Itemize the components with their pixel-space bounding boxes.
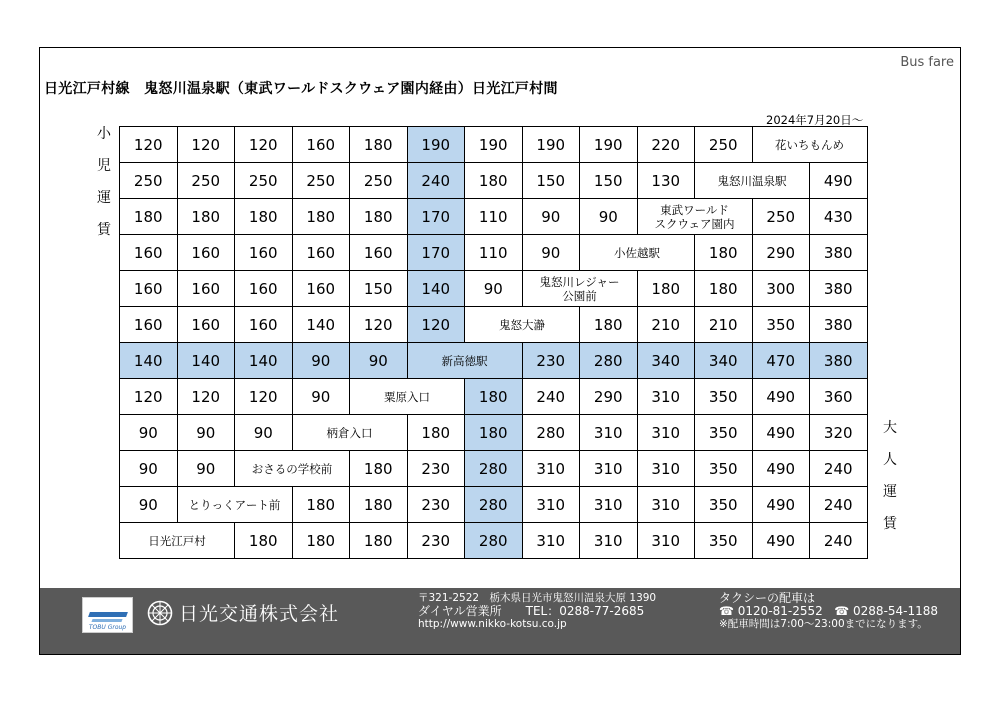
fare-cell: 120 <box>120 379 178 415</box>
fare-row <box>120 451 868 487</box>
fare-cell: 250 <box>292 163 350 199</box>
fare-cell: 250 <box>695 127 753 163</box>
fare-cell: 140 <box>292 307 350 343</box>
fare-cell: 160 <box>177 307 235 343</box>
adult-label-char: 賃 <box>883 516 897 532</box>
fare-cell: 150 <box>522 163 580 199</box>
taxi-tel-2: 0288-54-1188 <box>853 604 939 618</box>
fare-cell: 190 <box>522 127 580 163</box>
fare-cell: 310 <box>522 451 580 487</box>
fare-cell: 90 <box>522 199 580 235</box>
fare-cell: 240 <box>810 451 868 487</box>
fare-cell: 230 <box>522 343 580 379</box>
bus-stop-name: 花いちもんめ <box>752 127 867 163</box>
fare-cell: 310 <box>522 523 580 559</box>
fare-cell: 90 <box>177 451 235 487</box>
fare-cell: 130 <box>637 163 695 199</box>
fare-cell: 160 <box>350 235 408 271</box>
fare-cell: 490 <box>752 451 810 487</box>
fare-cell: 180 <box>235 199 293 235</box>
fare-cell: 230 <box>407 451 465 487</box>
fare-cell: 310 <box>580 523 638 559</box>
fare-cell: 180 <box>465 163 523 199</box>
freedial-icon: ☎ <box>719 604 734 618</box>
fare-table <box>119 126 868 559</box>
fare-cell: 250 <box>350 163 408 199</box>
fare-row <box>120 163 868 199</box>
fare-cell: 140 <box>177 343 235 379</box>
fare-cell: 160 <box>177 271 235 307</box>
fare-cell: 430 <box>810 199 868 235</box>
fare-cell: 360 <box>810 379 868 415</box>
fare-cell: 180 <box>350 451 408 487</box>
bus-stop-name: 柄倉入口 <box>292 415 407 451</box>
bus-stop-name: とりっくアート前 <box>177 487 292 523</box>
fare-cell: 250 <box>177 163 235 199</box>
fare-cell: 180 <box>350 487 408 523</box>
fare-row <box>120 487 868 523</box>
fare-cell: 180 <box>580 307 638 343</box>
fare-row <box>120 343 868 379</box>
fare-cell: 350 <box>695 415 753 451</box>
fare-cell: 190 <box>580 127 638 163</box>
phone-icon: ☎ <box>834 604 850 618</box>
fare-cell: 240 <box>810 523 868 559</box>
bus-stop-name: 粟原入口 <box>350 379 465 415</box>
fare-row <box>120 199 868 235</box>
fare-cell: 190 <box>407 127 465 163</box>
fare-cell: 310 <box>580 451 638 487</box>
bus-stop-name: 新高徳駅 <box>407 343 522 379</box>
fare-cell: 240 <box>810 487 868 523</box>
fare-cell: 240 <box>522 379 580 415</box>
child-fare-label <box>93 118 115 246</box>
fare-cell: 90 <box>120 487 178 523</box>
fare-cell: 310 <box>637 379 695 415</box>
fare-row <box>120 379 868 415</box>
fare-cell: 310 <box>580 415 638 451</box>
fare-cell: 180 <box>177 199 235 235</box>
fare-cell: 290 <box>752 235 810 271</box>
fare-cell: 300 <box>752 271 810 307</box>
bus-stop-name: 日光江戸村 <box>120 523 235 559</box>
fare-cell: 120 <box>350 307 408 343</box>
tobu-group-logo: TOBU Group <box>82 597 133 633</box>
fare-cell: 120 <box>120 127 178 163</box>
taxi-hours: ※配車時間は7:00～23:00までになります。 <box>719 618 928 630</box>
website-url[interactable]: http://www.nikko-kotsu.co.jp <box>418 618 567 630</box>
fare-cell: 160 <box>292 235 350 271</box>
taxi-tel-1: 0120-81-2552 <box>737 604 823 618</box>
fare-cell: 180 <box>350 199 408 235</box>
fare-cell: 280 <box>522 415 580 451</box>
fare-cell: 180 <box>465 415 523 451</box>
fare-cell: 140 <box>235 343 293 379</box>
fare-cell: 490 <box>752 523 810 559</box>
fare-cell: 490 <box>752 415 810 451</box>
fare-cell: 160 <box>177 235 235 271</box>
fare-cell: 110 <box>465 235 523 271</box>
fare-cell: 180 <box>637 271 695 307</box>
fare-cell: 90 <box>177 415 235 451</box>
address-block <box>418 592 656 631</box>
fare-cell: 180 <box>695 271 753 307</box>
adult-label-char: 人 <box>883 452 897 468</box>
fare-cell: 90 <box>292 379 350 415</box>
bus-stop-name: 鬼怒川温泉駅 <box>695 163 810 199</box>
fare-cell: 90 <box>350 343 408 379</box>
nikko-kotsu-logo-icon <box>147 600 173 626</box>
fare-cell: 230 <box>407 487 465 523</box>
fare-cell: 160 <box>292 271 350 307</box>
fare-cell: 310 <box>580 487 638 523</box>
fare-cell: 120 <box>177 379 235 415</box>
fare-cell: 350 <box>695 523 753 559</box>
fare-cell: 470 <box>752 343 810 379</box>
fare-cell: 110 <box>465 199 523 235</box>
taxi-title: タクシーの配車は <box>719 591 816 605</box>
fare-cell: 290 <box>580 379 638 415</box>
fare-cell: 180 <box>292 523 350 559</box>
bus-stop-name: 東武ワールド スクウェア園内 <box>637 199 752 235</box>
fare-cell: 140 <box>407 271 465 307</box>
fare-cell: 180 <box>350 523 408 559</box>
fare-cell: 210 <box>695 307 753 343</box>
bus-fare-label: Bus fare <box>900 55 954 70</box>
fare-cell: 230 <box>407 523 465 559</box>
fare-cell: 160 <box>235 235 293 271</box>
fare-cell: 160 <box>120 307 178 343</box>
fare-row <box>120 235 868 271</box>
company-name: 日光交通株式会社 <box>179 603 340 625</box>
bus-stop-name: 鬼怒大瀞 <box>465 307 580 343</box>
fare-cell: 320 <box>810 415 868 451</box>
bus-stop-name: 小佐越駅 <box>580 235 695 271</box>
fare-row <box>120 415 868 451</box>
fare-cell: 120 <box>407 307 465 343</box>
fare-cell: 160 <box>120 271 178 307</box>
address: 〒321-2522 栃木県日光市鬼怒川温泉大原 1390 <box>418 592 657 604</box>
adult-fare-label <box>879 412 901 540</box>
fare-cell: 120 <box>235 379 293 415</box>
child-label-char: 児 <box>97 158 111 174</box>
fare-cell: 340 <box>695 343 753 379</box>
fare-cell: 220 <box>637 127 695 163</box>
office-phone: ダイヤル営業所 TEL：0288-77-2685 <box>418 604 645 618</box>
fare-cell: 120 <box>177 127 235 163</box>
fare-cell: 160 <box>235 307 293 343</box>
fare-cell: 350 <box>752 307 810 343</box>
fare-cell: 380 <box>810 235 868 271</box>
fare-cell: 310 <box>637 487 695 523</box>
fare-cell: 490 <box>752 379 810 415</box>
fare-cell: 120 <box>235 127 293 163</box>
fare-cell: 90 <box>465 271 523 307</box>
fare-cell: 190 <box>465 127 523 163</box>
fare-cell: 90 <box>580 199 638 235</box>
fare-cell: 250 <box>752 199 810 235</box>
fare-cell: 90 <box>235 415 293 451</box>
fare-cell: 180 <box>350 127 408 163</box>
taxi-info <box>719 592 938 631</box>
fare-cell: 150 <box>580 163 638 199</box>
child-label-char: 賃 <box>97 222 111 238</box>
fare-row <box>120 271 868 307</box>
fare-cell: 250 <box>235 163 293 199</box>
page-title: 日光江戸村線 鬼怒川温泉駅（東武ワールドスクウェア園内経由）日光江戸村間 <box>44 81 558 97</box>
bus-stop-name: 鬼怒川レジャー 公園前 <box>522 271 637 307</box>
fare-cell: 180 <box>235 523 293 559</box>
fare-cell: 90 <box>522 235 580 271</box>
fare-cell: 280 <box>465 451 523 487</box>
fare-cell: 90 <box>120 451 178 487</box>
fare-cell: 180 <box>120 199 178 235</box>
fare-cell: 210 <box>637 307 695 343</box>
fare-cell: 340 <box>637 343 695 379</box>
fare-cell: 180 <box>695 235 753 271</box>
fare-cell: 170 <box>407 199 465 235</box>
fare-cell: 380 <box>810 271 868 307</box>
fare-cell: 250 <box>120 163 178 199</box>
adult-label-char: 大 <box>883 420 897 436</box>
fare-cell: 310 <box>637 451 695 487</box>
fare-cell: 350 <box>695 379 753 415</box>
fare-cell: 280 <box>465 523 523 559</box>
child-label-char: 小 <box>97 126 111 142</box>
child-label-char: 運 <box>97 190 111 206</box>
fare-cell: 310 <box>522 487 580 523</box>
fare-cell: 380 <box>810 343 868 379</box>
taxi-phones <box>719 605 938 618</box>
fare-cell: 280 <box>465 487 523 523</box>
footer <box>40 588 960 654</box>
fare-cell: 490 <box>752 487 810 523</box>
fare-cell: 280 <box>580 343 638 379</box>
fare-cell: 170 <box>407 235 465 271</box>
fare-row <box>120 127 868 163</box>
fare-cell: 90 <box>292 343 350 379</box>
fare-cell: 150 <box>350 271 408 307</box>
fare-cell: 180 <box>465 379 523 415</box>
fare-cell: 180 <box>292 487 350 523</box>
fare-cell: 160 <box>235 271 293 307</box>
effective-date: 2024年7月20日～ <box>766 113 864 127</box>
fare-cell: 350 <box>695 451 753 487</box>
fare-cell: 240 <box>407 163 465 199</box>
fare-cell: 140 <box>120 343 178 379</box>
bus-stop-name: おさるの学校前 <box>235 451 350 487</box>
fare-sheet <box>39 47 961 655</box>
fare-cell: 310 <box>637 523 695 559</box>
fare-cell: 180 <box>292 199 350 235</box>
fare-cell: 310 <box>637 415 695 451</box>
adult-label-char: 運 <box>883 484 897 500</box>
fare-cell: 490 <box>810 163 868 199</box>
fare-cell: 160 <box>292 127 350 163</box>
fare-row <box>120 307 868 343</box>
fare-cell: 180 <box>407 415 465 451</box>
fare-cell: 160 <box>120 235 178 271</box>
fare-cell: 90 <box>120 415 178 451</box>
fare-row <box>120 523 868 559</box>
fare-cell: 380 <box>810 307 868 343</box>
fare-cell: 350 <box>695 487 753 523</box>
